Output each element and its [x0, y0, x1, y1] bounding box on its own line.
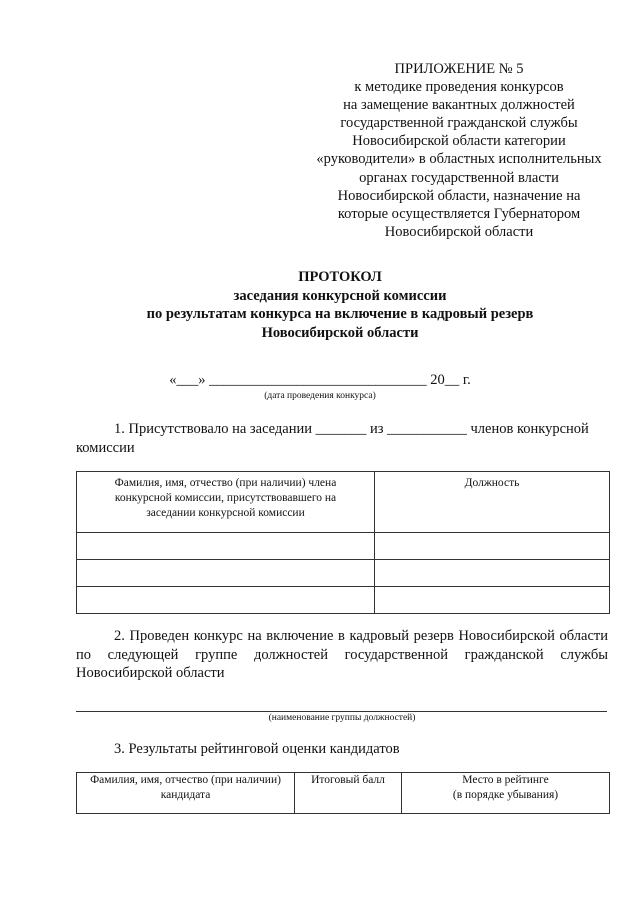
date-caption: (дата проведения конкурса): [264, 391, 376, 401]
rating-results-table: [76, 772, 610, 814]
appendix-line: Новосибирской области категории: [352, 133, 566, 150]
section-2-body: 2. Проведен конкурс на включение в кадровый резерв Новосибирской области по следующей группе должностей государственной гражданской службы Новосибирской области: [76, 628, 608, 682]
position-group-line: [76, 711, 607, 712]
appendix-line: Новосибирской области: [384, 223, 534, 240]
position-group-caption: (наименование группы должностей): [268, 713, 416, 723]
table-header-candidate-name: Фамилия, имя, отчество (при наличии) кандидата: [77, 773, 295, 814]
date-field: «___» ______________________________ 20__ г.: [169, 372, 471, 388]
table-cell: [77, 560, 375, 587]
table-header-rating-place: [402, 773, 610, 814]
appendix-line: государственной гражданской службы: [340, 115, 578, 132]
section-1-line-1: 1. Присутствовало на заседании _______ из ___________ членов конкурсной: [114, 421, 589, 437]
table-header-member-name: Фамилия, имя, отчество (при наличии) члена конкурсной комиссии, присутствовавшего на заседании конкурсной комиссии: [77, 472, 375, 533]
title-heading: ПРОТОКОЛ: [298, 269, 382, 285]
table-cell: [77, 533, 375, 560]
section-3-text: [76, 740, 608, 759]
appendix-line: на замещение вакантных должностей: [343, 97, 575, 114]
appendix-line: Новосибирской области, назначение на: [337, 187, 581, 204]
table-header-total-score: Итоговый балл: [295, 773, 402, 814]
table-cell: [375, 587, 610, 614]
section-2-text: [76, 627, 608, 683]
appendix-line: «руководители» в областных исполнительных: [316, 151, 602, 168]
table-cell: [375, 560, 610, 587]
section-1-text: [76, 420, 608, 457]
section-1-line-2: комиссии: [76, 439, 135, 456]
document-title: [40, 268, 640, 342]
appendix-line: ПРИЛОЖЕНИЕ № 5: [394, 61, 524, 77]
appendix-line: к методике проведения конкурсов: [354, 79, 564, 96]
title-line: Новосибирской области: [261, 324, 419, 341]
section-3-body: 3. Результаты рейтинговой оценки кандидатов: [114, 741, 400, 757]
appendix-header: [300, 60, 618, 241]
table-cell: [375, 533, 610, 560]
table-header-position: Должность: [375, 472, 610, 533]
rating-place-label: Место в рейтинге: [462, 774, 549, 786]
commission-members-table: [76, 471, 610, 614]
table-cell: [77, 587, 375, 614]
appendix-line: органах государственной власти: [359, 169, 559, 186]
rating-place-note: (в порядке убывания): [452, 789, 559, 801]
title-line: заседания конкурсной комиссии: [233, 287, 447, 304]
appendix-line: которые осуществляется Губернатором: [337, 205, 581, 222]
title-line: по результатам конкурса на включение в кадровый резерв: [146, 306, 534, 322]
